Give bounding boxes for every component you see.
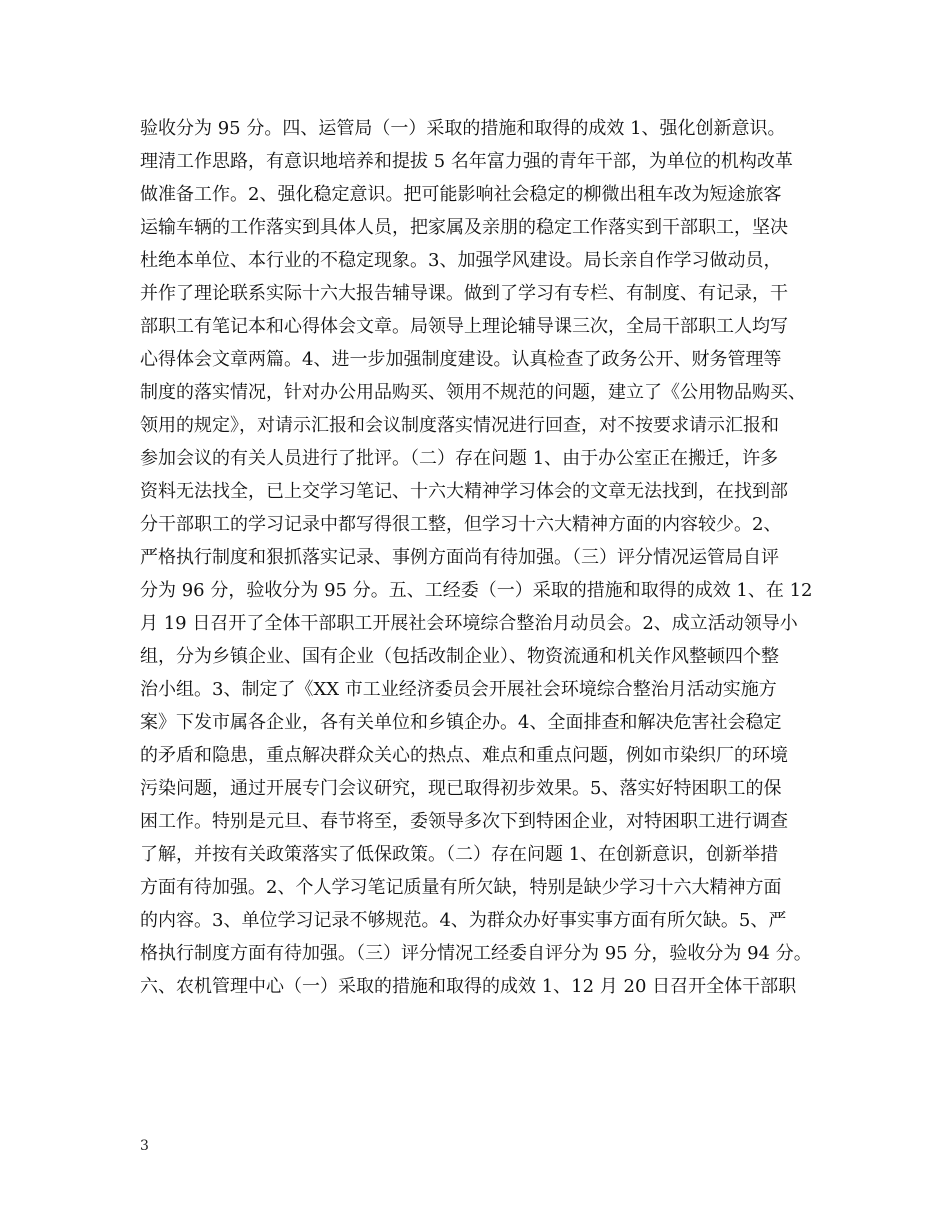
text-line: 做准备工作。2、强化稳定意识。把可能影响社会稳定的柳微出租车改为短途旅客 bbox=[140, 184, 782, 205]
text-line: 验收分为 95 分。四、运管局（一）采取的措施和取得的成效 1、强化创新意识。 bbox=[140, 118, 786, 139]
text-line: 参加会议的有关人员进行了批评。（二）存在问题 1、由于办公室正在搬迁，许多 bbox=[140, 448, 779, 469]
body-text bbox=[140, 112, 830, 1003]
text-line: 困工作。特别是元旦、春节将至，委领导多次下到特困企业，对特困职工进行调查 bbox=[140, 811, 788, 832]
text-line: 运输车辆的工作落实到具体人员，把家属及亲朋的稳定工作落实到干部职工，坚决 bbox=[140, 217, 788, 238]
text-line: 污染问题，通过开展专门会议研究，现已取得初步效果。5、落实好特困职工的保 bbox=[140, 778, 782, 799]
text-line: 分为 96 分，验收分为 95 分。五、工经委（一）采取的措施和取得的成效 1、在 12 bbox=[140, 580, 813, 601]
text-line: 的矛盾和隐患，重点解决群众关心的热点、难点和重点问题，例如市染织厂的环境 bbox=[140, 745, 788, 766]
text-line: 部职工有笔记本和心得体会文章。局领导上理论辅导课三次，全局干部职工人均写 bbox=[140, 316, 788, 337]
text-line: 案》下发市属各企业，各有关单位和乡镇企办。4、全面排查和解决危害社会稳定 bbox=[140, 712, 782, 733]
text-line: 理清工作思路，有意识地培养和提拔 5 名年富力强的青年干部，为单位的机构改革 bbox=[140, 151, 793, 172]
text-line: 心得体会文章两篇。4、进一步加强制度建设。认真检查了政务公开、财务管理等 bbox=[140, 349, 782, 370]
text-line: 严格执行制度和狠抓落实记录、事例方面尚有待加强。（三）评分情况运管局自评 bbox=[140, 547, 779, 568]
text-line: 月 19 日召开了全体干部职工开展社会环境综合整治月动员会。2、成立活动领导小 bbox=[140, 613, 798, 634]
text-line: 的内容。3、单位学习记录不够规范。4、为群众办好事实事方面有所欠缺。5、严 bbox=[140, 910, 787, 931]
text-line: 杜绝本单位、本行业的不稳定现象。3、加强学风建设。局长亲自作学习做动员， bbox=[140, 250, 782, 271]
page-number: 3 bbox=[140, 1138, 149, 1154]
text-line: 六、农机管理中心（一）采取的措施和取得的成效 1、12 月 20 日召开全体干部职 bbox=[140, 976, 797, 997]
text-line: 制度的落实情况，针对办公用品购买、领用不规范的问题，建立了《公用物品购买、 bbox=[140, 382, 806, 403]
text-line: 格执行制度方面有待加强。（三）评分情况工经委自评分为 95 分，验收分为 94 分。 bbox=[140, 943, 812, 964]
text-line: 方面有待加强。2、个人学习笔记质量有所欠缺，特别是缺少学习十六大精神方面 bbox=[140, 877, 782, 898]
text-line: 领用的规定》，对请示汇报和会议制度落实情况进行回查，对不按要求请示汇报和 bbox=[140, 415, 779, 436]
text-line: 分干部职工的学习记录中都写得很工整，但学习十六大精神方面的内容较少。2、 bbox=[140, 514, 782, 535]
text-line: 并作了理论联系实际十六大报告辅导课。做到了学习有专栏、有制度、有记录，干 bbox=[140, 283, 788, 304]
text-line: 治小组。3、制定了《XX 市工业经济委员会开展社会环境综合整治月活动实施方 bbox=[140, 679, 777, 700]
text-line: 组，分为乡镇企业、国有企业（包括改制企业）、物资流通和机关作风整顿四个整 bbox=[140, 646, 779, 667]
text-line: 了解，并按有关政策落实了低保政策。（二）存在问题 1、在创新意识，创新举措 bbox=[140, 844, 779, 865]
text-line: 资料无法找全，已上交学习笔记、十六大精神学习体会的文章无法找到，在找到部 bbox=[140, 481, 788, 502]
